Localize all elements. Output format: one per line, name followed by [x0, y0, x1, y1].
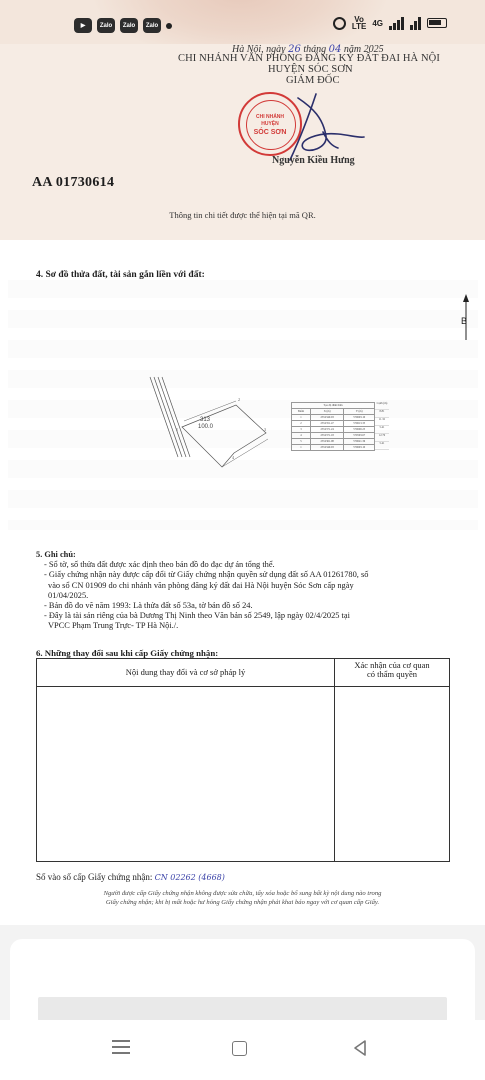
wifi-icon: [410, 17, 421, 30]
table-row: 1 2352340.93 579603.10: [292, 445, 375, 451]
issuing-office: CHI NHÁNH VĂN PHÒNG ĐĂNG KÝ ĐẤT ĐAI HÀ NỘI: [178, 53, 440, 64]
qr-note: Thông tin chi tiết được thể hiện tại mã QR.: [169, 210, 316, 220]
certificate-page: [0, 240, 485, 925]
official-stamp: CHI NHÁNH HUYỆN SÓC SƠN: [238, 92, 302, 156]
table-row: 4 2352371.18 579593.67: [292, 433, 375, 439]
volte-indicator: Vo LTE: [351, 15, 367, 31]
home-icon[interactable]: [232, 1041, 247, 1056]
system-icons: [333, 16, 447, 30]
battery-icon: [427, 18, 447, 28]
certificate-header: [0, 44, 485, 240]
issue-date: Hà Nội, ngày 26 tháng 04 năm 2025: [232, 44, 384, 55]
footnote-line: Giấy chứng nhận; khi bị mất hoặc hư hỏng Giấy chứng nhận phải khai báo ngay với cơ quan cấp Giấy.: [105, 899, 380, 906]
note-line: VPCC Phạm Trung Trực- TP Hà Nội./.: [48, 621, 179, 631]
certificate-serial: AA 01730614: [32, 175, 115, 190]
status-bar: [0, 0, 485, 44]
zalo-icon: Zalo: [143, 18, 161, 33]
parcel-label: 313: [200, 417, 211, 423]
back-icon[interactable]: [352, 1039, 368, 1057]
footnote-line: Người được cấp Giấy chứng nhận không được sửa chữa, tẩy xóa hoặc bổ sung bất kỳ nội dung nào trong: [103, 890, 382, 897]
alarm-icon: [333, 17, 346, 30]
corner-label: 4: [232, 455, 234, 460]
changes-table: [36, 658, 450, 862]
note-line: - Đây là tài sản riêng của bà Dương Thị Ninh theo Văn bản số 2549, lập ngày 02/4/2025 tại: [44, 611, 350, 621]
diagram-title: 4. Sơ đồ thửa đất, tài sản gắn liền với đất:: [36, 270, 205, 280]
coordinate-table: Tọa độ đỉnh thửa Điểm X (m) Y (m) 1 2352340.93 579603.10 2 2352351.47 579613.35 3 2352371.24 579600.25 4 2352371.18 579593.67 5 2352361.98 579621.36 1 2352340.93 579603.10: [291, 402, 375, 451]
changes-col-content: Nội dung thay đổi và cơ sở pháp lý: [125, 667, 246, 677]
issuing-district: HUYỆN SÓC SƠN: [268, 64, 353, 75]
table-row: 3 2352371.24 579600.25: [292, 427, 375, 433]
changes-col-confirmation: Xác nhận của cơ quan có thẩm quyền: [354, 660, 430, 679]
zalo-icon: Zalo: [120, 18, 138, 33]
table-row: 5 2352361.98 579621.36: [292, 439, 375, 445]
note-line: 01/04/2025.: [48, 590, 89, 600]
placeholder-bar: [38, 997, 447, 1021]
registry-number: Số vào số cấp Giấy chứng nhận: CN 02262 (4668): [36, 872, 225, 882]
notes-section: [36, 550, 456, 632]
network-type: 4G: [372, 18, 383, 28]
youtube-icon: ▶: [74, 18, 92, 33]
note-line: vào sổ CN 01909 do chi nhánh văn phòng đăng ký đất đai Hà Nội huyện Sóc Sơn cấp ngày: [48, 580, 354, 590]
note-line: - Giấy chứng nhận này được cấp đổi từ Giấy chứng nhận quyền sử dụng đất số AA 01261780, số: [44, 570, 369, 580]
signer-title: GIÁM ĐỐC: [286, 75, 340, 86]
notes-title: 5. Ghi chú:: [36, 550, 76, 559]
corner-label: 3: [264, 427, 266, 432]
zalo-icon: Zalo: [97, 18, 115, 33]
more-notifications-icon: [166, 23, 172, 29]
corner-label: 2: [238, 397, 240, 402]
table-row: 2 2352351.47 579613.35: [292, 421, 375, 427]
navigation-bar: [0, 1020, 485, 1080]
table-row: 1 2352340.93 579603.10: [292, 415, 375, 421]
signer-name: Nguyễn Kiều Hưng: [272, 155, 355, 166]
parcel-map: [140, 375, 270, 480]
edge-length-column: Cạnh (m) 8.81 11.32 5.41 12.79 5.41: [375, 402, 389, 450]
note-line: - Bản đồ đo vẽ năm 1993: Là thửa đất số 53a, tờ bản đồ số 24.: [44, 601, 253, 611]
signal-icon: [389, 17, 404, 30]
below-image-area: [0, 925, 485, 1035]
parcel-area: 100.0: [198, 424, 214, 430]
notification-icons: [74, 18, 172, 33]
recent-apps-icon[interactable]: [112, 1040, 130, 1054]
note-line: - Sổ tờ, số thửa đất được xác định theo bản đồ đo đạc dự án tổng thể.: [44, 560, 275, 570]
corner-label: 1: [176, 427, 178, 432]
north-arrow-icon: B: [458, 294, 474, 342]
changes-title: 6. Những thay đổi sau khi cấp Giấy chứng nhận:: [36, 648, 219, 658]
